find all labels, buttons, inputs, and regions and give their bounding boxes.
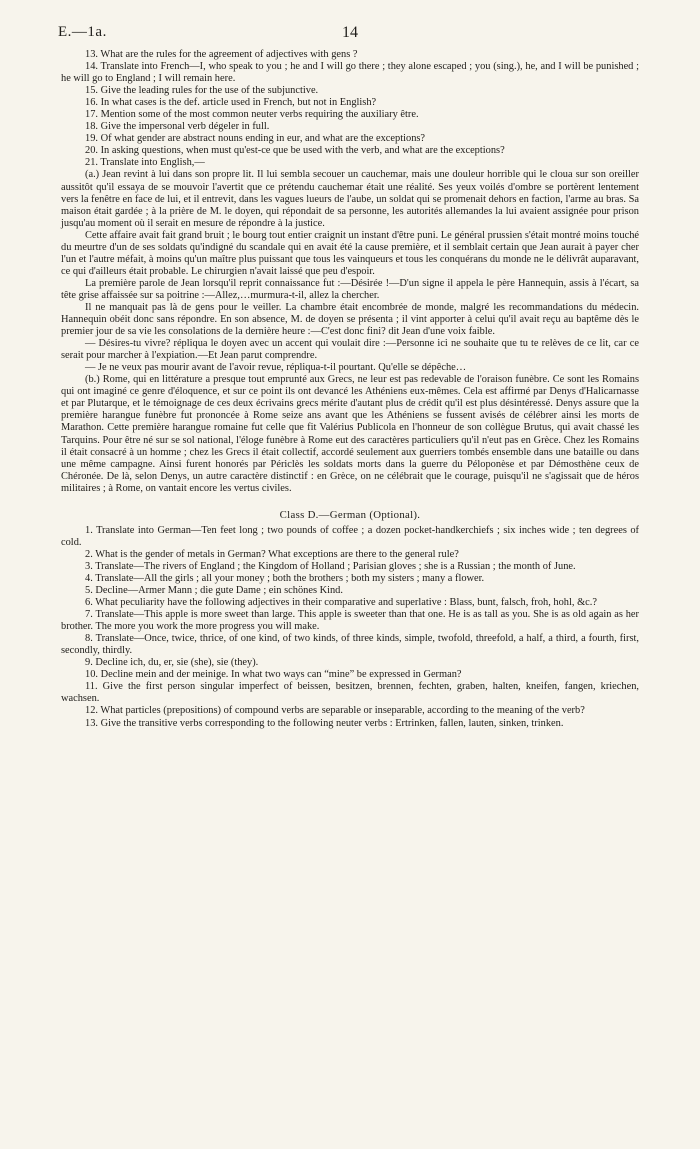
german-question-7: 7. Translate—This apple is more sweet than large. This apple is sweeter than that one. He is as tall as you. She is as old again as her brother. The more you work the more progress you will make. [61,609,639,633]
german-question-10: 10. Decline mein and der meinige. In what two ways can “mine” be expressed in German? [85,669,462,681]
page-body [61,49,639,730]
passage-a-paragraph: (a.) Jean revint à lui dans son propre lit. Il lui sembla secouer un cauchemar, mais une douleur horrible qui le cloua sur son oreiller aussitôt qu'il essaya de se mouvoir l'avertit que ce prétendu cauchemar était une réalité. Ses yeux voilés d'ombre se portèrent lentement vers la fenêtre en face de lui, et il entrevit, dans les vagues lueurs de l'aube, un soldat qui se promenait dehors en faction, l'arme au bras. Sa maison était gardée ; à la prière de M. le doyen, qui répondait de sa personne, les autorités allemandes la lui avaient assignée pour prison jusqu'au moment où il serait en mesure de répondre à la justice. [61,169,639,229]
german-question-13: 13. Give the transitive verbs corresponding to the following neuter verbs : Ertrinken, fallen, lauten, sinken, trinken. [85,717,564,729]
french-question-19: 19. Of what gender are abstract nouns ending in eur, and what are the exceptions? [85,133,426,145]
german-question-2: 2. What is the gender of metals in German? What exceptions are there to the general rule? [85,548,459,560]
passage-a-paragraph: Cette affaire avait fait grand bruit ; le bourg tout entier craignit un instant d'être puni. Le général prussien s'était montré moins touché du meurtre d'un de ses soldats qu'indigné du scandale qui en avait été la cause première, et il semblait certain que Jean aurait à payer cher l'un et l'autre méfait, à moins qu'un maître plus puissant que tous les vainqueurs et tous les conquérans du monde ne le délivrât auparavant, ce qui d'ailleurs était probable. Le chirurgien n'avait laissé que peu d'espoir. [61,229,639,277]
french-question-18: 18. Give the impersonal verb dégeler in full. [85,121,270,133]
french-question-14: 14. Translate into French—I, who speak to you ; he and I will go there ; they alone escaped ; you (sing.), he, and I will be punished ; he will go to England ; I will remain here. [61,61,639,85]
french-question-16: 16. In what cases is the def. article used in French, but not in English? [85,97,377,109]
page-number: 14 [342,24,358,41]
section-title-german: Class D.—German (Optional). [279,508,421,521]
german-question-4: 4. Translate—All the girls ; all your money ; both the brothers ; both my sisters ; many a flower. [85,572,485,584]
document-code: E.—1a. [58,24,107,40]
page-header [58,20,642,44]
german-question-3: 3. Translate—The rivers of England ; the Kingdom of Holland ; Parisian gloves ; she is a Russian ; the month of June. [85,560,576,572]
passage-a-paragraph: Il ne manquait pas là de gens pour le veiller. La chambre était encombrée de monde, malgré les recommandations du médecin. Hannequin obéit donc sans répondre. En son absence, M. de doyen se présenta ; il vint apporter à celui qu'il avait reçu au baptême dès le premier jour de sa vie les consolations de la dernière heure :—C'est donc fini? dit Jean d'une voix faible. [61,301,639,338]
french-question-17: 17. Mention some of the most common neuter verbs requiring the auxiliary être. [85,109,419,121]
passage-a-paragraph: — Je ne veux pas mourir avant de l'avoir revue, répliqua-t-il pourtant. Qu'elle se dépêche… [85,362,467,374]
passage-a-paragraph: La première parole de Jean lorsqu'il reprit connaissance fut :—Désirée !—D'un signe il appela le père Hannequin, assis à l'écart, sa tête grise affaissée sur sa poitrine :—Allez,…murmura-t-il, allez la chercher. [61,277,639,301]
german-question-8: 8. Translate—Once, twice, thrice, of one kind, of two kinds, of three kinds, simple, twofold, threefold, a half, a third, a fourth, first, secondly, thirdly. [61,633,639,657]
french-question-13: 13. What are the rules for the agreement of adjectives with gens ? [85,49,358,60]
german-question-9: 9. Decline ich, du, er, sie (she), sie (they). [85,657,259,669]
passage-a-paragraph: — Désires-tu vivre? répliqua le doyen avec un accent qui voulait dire :—Personne ici ne souhaite que tu te relèves de ce lit, car ce serait pour marcher à l'expiation.—Et Jean parut comprendre. [61,338,639,362]
french-question-15: 15. Give the leading rules for the use of the subjunctive. [85,85,319,97]
passage-b-paragraph: (b.) Rome, qui en littérature a presque tout emprunté aux Grecs, ne leur est pas redevable de l'oraison funèbre. Ce sont les Romains qui ont imaginé ce genre d'éloquence, et sur ce point ils ont devancé les Athéniens eux-mêmes. Cela est affirmé par Denys d'Halicarnasse et par Plutarque, et le témoignage de ces deux écrivains grecs mérite d'autant plus de crédit qu'il est plus désintéressé. Denys assure que la première harangue funèbre fut prononcée à Rome seize ans avant que les Athéniens se fussent avisés de célébrer ainsi les morts de Marathon. Cette première harangue romaine fut celle que fit Valérius Publicola en l'honneur de son collègue Brutus, qui avait chassé les Tarquins. Pour être né sur se sol national, l'éloge funèbre à Rome eut des caractères particuliers qu'il n'eut pas en Grèce. Chez les Romains il était consacré à un homme ; chez les Grecs il était collectif, accordé seulement aux guerriers tombés ensemble dans une bataille ou dans une même campagne. Ainsi furent honorés par Périclès les soldats morts dans la guerre du Péloponèse et par Démosthène ceux de Chéronée. De là, selon Denys, un autre caractère distinctif : en Grèce, on ne célébrait que le courage, puisqu'il ne s'agissait que de héros militaires ; à Rome, on vantait encore les vertus civiles. [61,374,639,494]
french-question-20: 20. In asking questions, when must qu'est-ce que be used with the verb, and what are the exceptions? [85,145,505,157]
german-question-5: 5. Decline—Armer Mann ; die gute Dame ; ein schönes Kind. [85,585,343,597]
french-question-21: 21. Translate into English,— [85,157,205,169]
german-question-1: 1. Translate into German—Ten feet long ; two pounds of coffee ; a dozen pocket-handkerchiefs ; six inches wide ; ten degrees of cold. [61,524,639,548]
german-question-11: 11. Give the first person singular imperfect of beissen, besitzen, brennen, fechten, graben, halten, kneifen, fangen, kriechen, wachsen. [61,681,639,705]
german-question-12: 12. What particles (prepositions) of compound verbs are separable or inseparable, according to the meaning of the verb? [85,705,585,717]
german-question-6: 6. What peculiarity have the following adjectives in their comparative and superlative : Blass, bunt, falsch, froh, hohl, &c.? [85,597,597,609]
